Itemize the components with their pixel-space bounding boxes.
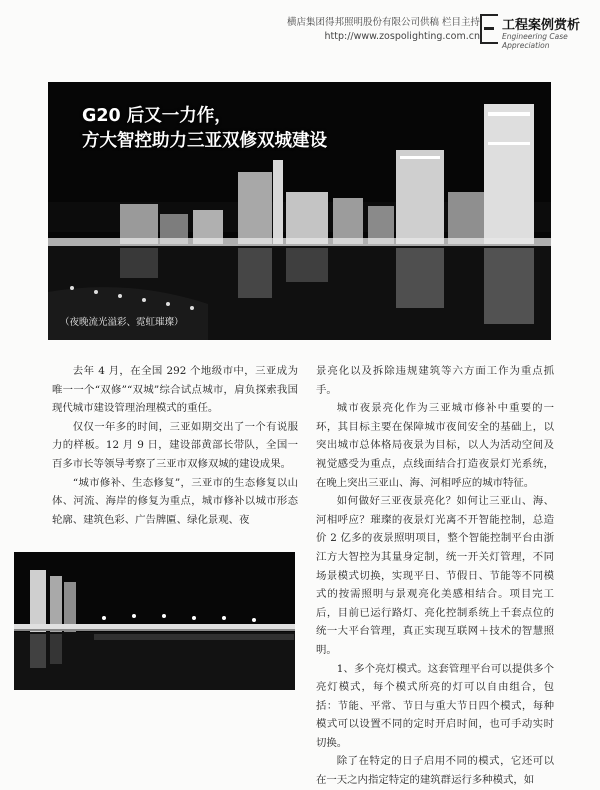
article-paragraph: 去年 4 月，在全国 292 个地级市中，三亚成为唯一一个“双修”“双城”综合试点城市，肩负探索我国现代城市建设管理治理模式的重任。: [52, 365, 298, 415]
column-logo-icon: [480, 14, 498, 44]
article-paragraph: 如何做好三亚夜景亮化？如何让三亚山、海、河相呼应？璀璨的夜景灯光离不开智能控制，总造价 2 亿多的夜景照明项目，整个智能控制平台由浙江方大智控为其量身定制，统一开关灯管理，不同场景模式切换，实现平日、节假日、节能等不同模式的按需照明与景观亮化美感相结合。项目完工后，目前已运行路灯、亮化控制系统上千套点位的统一大平台管理，真正实现互联网＋技术的智慧照明。: [316, 495, 554, 656]
hero-caption: （夜晚流光溢彩、霓虹璀璨）: [60, 317, 184, 328]
column-subtitle: Engineering Case Appreciation: [502, 32, 568, 50]
page-header: [0, 0, 600, 64]
night-bridge-image: [14, 552, 295, 690]
article-column-right: [316, 362, 554, 790]
article-paragraph: 仅仅一年多的时间，三亚如期交出了一个有说服力的样板。12 月 9 日，建设部黄部长带队，全国一百多市长等领导考察了三亚市双修双城的建设成果。: [52, 420, 298, 470]
bridge-photo: [14, 552, 295, 690]
hero-photo: [48, 82, 551, 340]
header-contributor: 横店集团得邦照明股份有限公司供稿 栏目主持: [286, 17, 480, 28]
article-paragraph: 城市夜景亮化作为三亚城市修补中重要的一环，其目标主要在保障城市夜间安全的基础上，以突出城市总体格局夜景为目标，以人为活动空间及视觉感受为重点，点线面结合打造夜景灯光系统，在晚上突出三亚山、海、河相呼应的城市特征。: [316, 402, 554, 489]
article-paragraph: 1、多个亮灯模式。这套管理平台可以提供多个亮灯模式，每个模式所亮的灯可以自由组合，包括：节能、平常、节日与重大节日四个模式，每种模式可以设置不同的定时开启时间，也可手动实时切换。: [316, 662, 554, 749]
article-column-left: [52, 362, 298, 529]
hero-title: [82, 104, 327, 154]
header-source: [287, 16, 480, 44]
header-url: http://www.zospolighting.com.cn: [324, 31, 480, 42]
article-paragraph: 景亮化以及拆除违规建筑等六方面工作为重点抓手。: [316, 365, 554, 396]
column-title: 工程案例赏析: [502, 18, 581, 33]
hero-title-line-2: 方大智控助力三亚双修双城建设: [82, 131, 327, 151]
article-paragraph: 除了在特定的日子启用不同的模式，它还可以在一天之内指定特定的建筑群运行多种模式，如: [316, 755, 554, 787]
hero-title-line-1: G20 后又一力作，: [82, 106, 232, 126]
article-paragraph: “城市修补、生态修复”，三亚市的生态修复以山体、河流、海岸的修复为重点，城市修补以城市形态轮廓、建筑色彩、广告牌匾、绿化景观、夜: [52, 476, 298, 526]
